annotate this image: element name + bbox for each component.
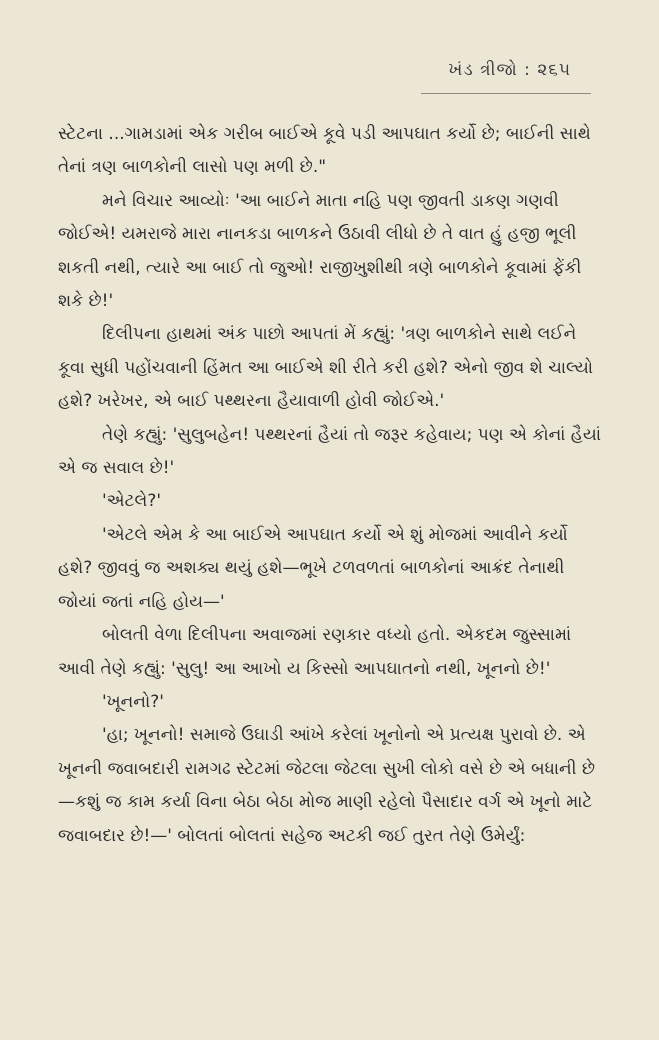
paragraph-5: 'એટલે?': [102, 491, 162, 512]
paragraph-3: દિલીપના હાથમાં અંક પાછો આપતાં મેં કહ્યું: 'ત્રણ બાળકોને સાથે લઈને કૂવા સુધી પહોંચવાની હિંમત આ બાઈએ શી રીતે કરી હશે? એનો જીવ શે ચાલ્યો હશે? ખરેખર, એ બાઈ પથ્થરના હૈયાવાળી હોવી જોઈએ.': [58, 324, 594, 412]
paragraph-7: બોલતી વેળા દિલીપના અવાજમાં રણકાર વધ્યો હતો. એકદમ જુસ્સામાં આવી તેણે કહ્યું: 'સુલુ! આ આખો ય કિસ્સો આપઘાતનો નથી, ખૂનનો છે!': [58, 625, 572, 679]
paragraph-2: મને વિચાર આવ્યોઃ 'આ બાઈને માતા નહિ પણ જીવતી ડાકણ ગણવી જોઈએ! યમરાજે મારા નાનકડા બાળકને ઉઠાવી લીધો છે તે વાત હું હજી ભૂલી શકતી નથી, ત્યારે આ બાઈ તો જુઓ! રાજીખુશીથી ત્રણે બાળકોને કૂવામાં ફેંકી શકે છે!': [58, 190, 582, 312]
paragraph-8: 'ખૂનનો?': [102, 691, 164, 712]
header-underline: [421, 93, 591, 94]
paragraph-6: 'એટલે એમ કે આ બાઈએ આપઘાત કર્યો એ શું મોજમાં આવીને કર્યો હશે? જીવવું જ અશક્ય થયું હશે—ભૂખે ટળવળતાં બાળકોનાં આક્રંદ તેનાથી જોયાં જતાં નહિ હોય—': [58, 524, 568, 612]
paragraph-9: 'હા; ખૂનનો! સમાજે ઉઘાડી આંખે કરેલાં ખૂનોનો એ પ્રત્યક્ષ પુરાવો છે. એ ખૂનની જવાબદારી રામગઢ સ્ટેટમાં જેટલા જેટલા સુખી લોકો વસે છે એ બધાની છે—કશું જ કામ કર્યા વિના બેઠા બેઠા મોજ માણી રહેલો પૈસાદાર વર્ગ એ ખૂનો માટે જવાબદાર છે!—' બોલતાં બોલતાં સહેજ અટકી જઈ તુરત તેણે ઉમેર્યું:: [58, 725, 596, 846]
paragraph-1: સ્ટેટના ...ગામડામાં એક ગરીબ બાઈએ કૂવે પડી આપઘાત કર્યો છે; બાઈની સાથે તેનાં ત્રણ બાળકોની લાસો પણ મળી છે.": [58, 124, 591, 178]
page-body: [58, 118, 603, 853]
paragraph-4: તેણે કહ્યું: 'સુલુબહેન! પથ્થરનાં હૈયાં તો જરૂર કહેવાય; પણ એ કોનાં હૈયાં એ જ સવાલ છે!': [58, 424, 601, 479]
running-header: ખંડ ત્રીજો : ૨૬૫: [448, 60, 571, 80]
